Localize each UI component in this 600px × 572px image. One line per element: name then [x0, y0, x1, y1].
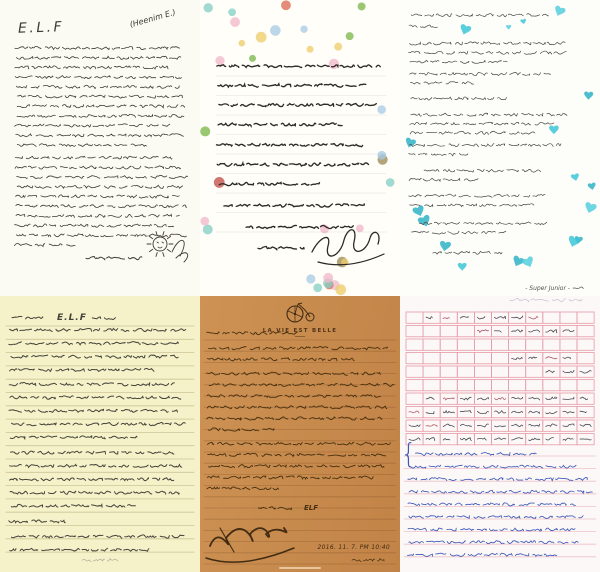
letter-manuscript-grid: [400, 296, 600, 572]
letter6-top-scribble: [400, 296, 600, 572]
letter3-handwriting: [400, 0, 600, 296]
letter5-signature-scribble: [200, 296, 400, 572]
letter1-heading: E.L.F: [17, 19, 65, 37]
letter5-date: 2016. 11. 7. PM 10:40: [317, 544, 390, 551]
letter4-watermark: [0, 296, 200, 572]
letter6-brace: {: [401, 437, 417, 471]
letter-elf-heenim: [0, 0, 200, 296]
letter4-header-elf: E.L.F: [57, 313, 87, 323]
letter-yesung-polkadot: [200, 0, 400, 296]
letter-kraft-lavieestbelle: [200, 296, 400, 572]
letter3-signature-label: - Super Junior -: [525, 284, 570, 292]
letter5-logo-text: LA VIE EST BELLE: [262, 328, 338, 334]
letter3-signature-scribble: [572, 283, 588, 293]
letter3-signature: [525, 283, 588, 293]
letter2-signature: [200, 0, 400, 296]
letter1-signature-doodle: [0, 0, 200, 296]
letter5-closing-elf: ELF: [304, 504, 319, 512]
letter-siwon-hearts: [400, 0, 600, 296]
letter1-annotation: (Heenim E.): [128, 7, 177, 30]
letter-yellow-ruled: [0, 296, 200, 572]
